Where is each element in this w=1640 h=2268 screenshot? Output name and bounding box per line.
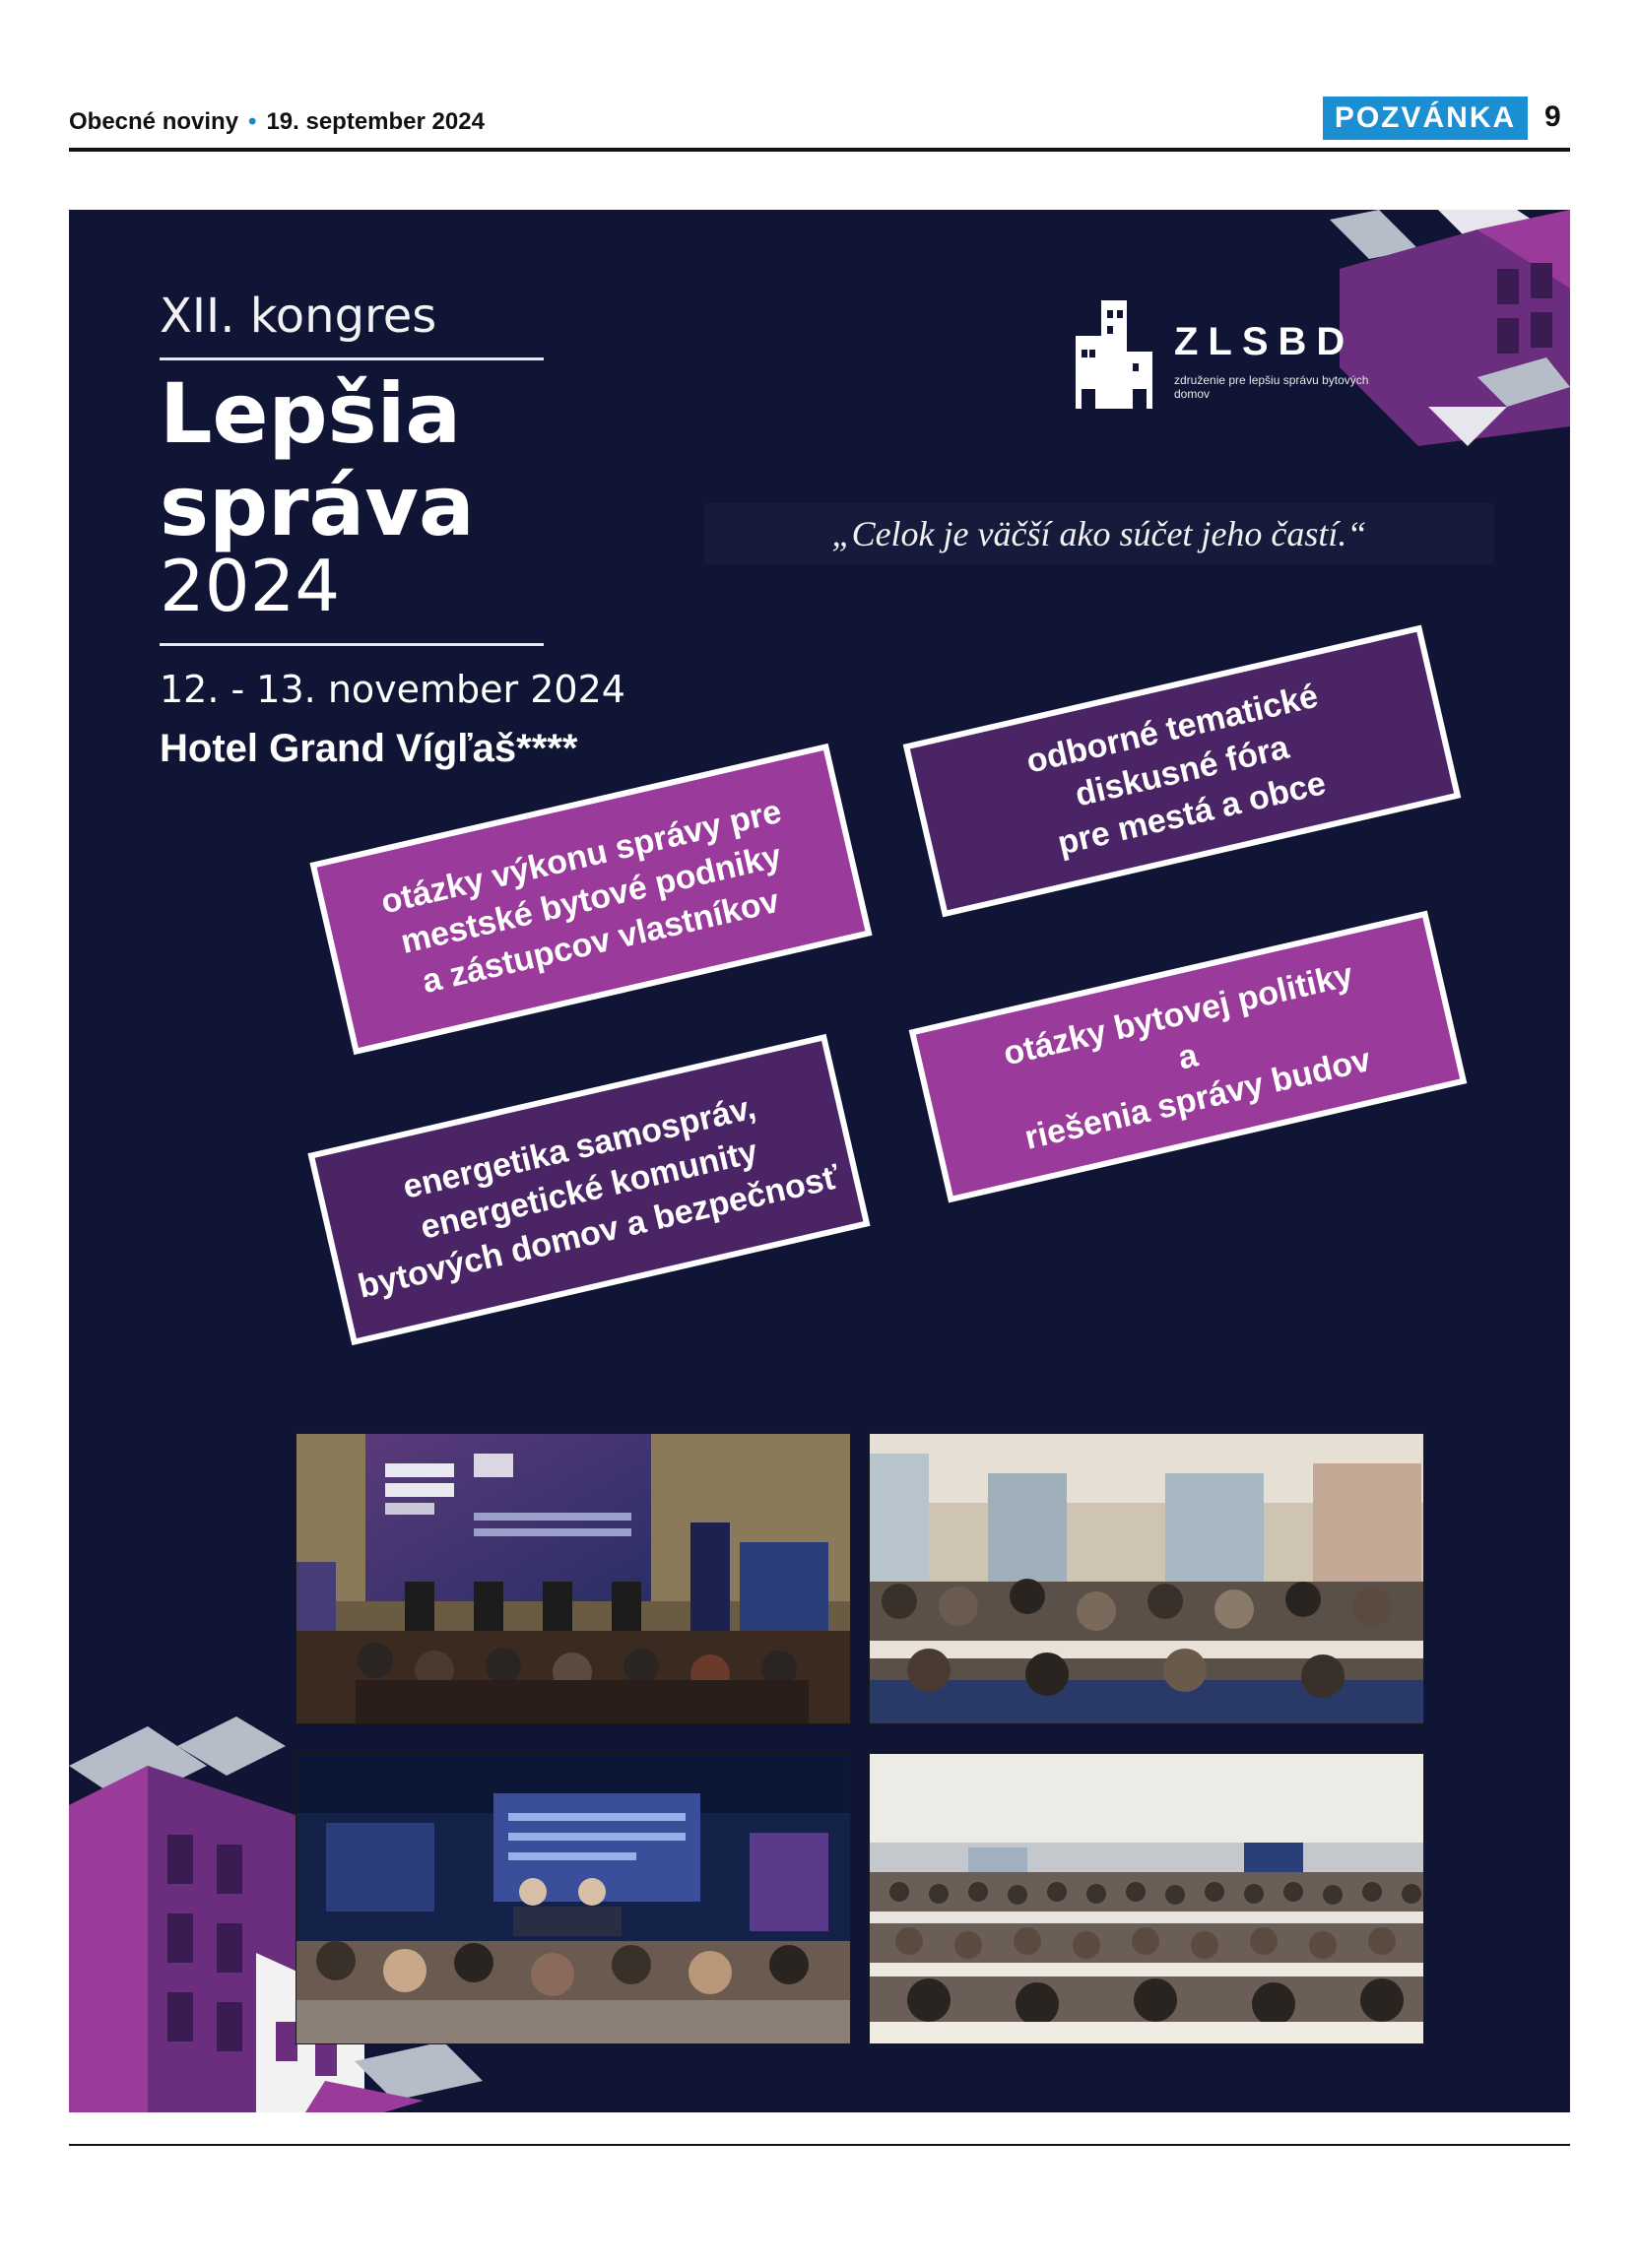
photo-panel-stage [295, 1433, 851, 1724]
footer-rule [69, 2144, 1570, 2146]
title-rule-bottom [160, 643, 544, 646]
zlsbd-logo [1076, 300, 1371, 409]
motto-quote: „Celok je väčší ako súčet jeho častí.“ [831, 514, 1367, 553]
congress-title [160, 367, 475, 552]
topic-card-management [309, 744, 872, 1055]
title-line-1: Lepšia [160, 365, 462, 462]
page-number: 9 [1544, 100, 1561, 133]
topic-card-energy [307, 1034, 870, 1345]
section-badge: POZVÁNKA [1323, 97, 1528, 140]
topic-text: odborné tematické diskusné fóra pre mestá a obce [1022, 677, 1330, 863]
congress-edition: XII. kongres [160, 289, 437, 344]
congress-dates: 12. - 13. november 2024 [160, 668, 625, 711]
title-line-2: správa [160, 458, 475, 554]
building-logo-icon [1076, 300, 1154, 409]
publication-name: Obecné noviny [69, 108, 239, 135]
photo-audience-hall [869, 1433, 1424, 1724]
topic-card-housing-policy [909, 911, 1468, 1203]
photo-panel-blue-stage [295, 1753, 851, 2044]
issue-date: 19. september 2024 [266, 108, 485, 135]
congress-poster [69, 210, 1570, 2112]
congress-year: 2024 [160, 545, 341, 627]
logo-name: ZLSBD [1174, 320, 1355, 363]
header-rule [69, 148, 1570, 152]
topic-text: energetika samospráv, energetické komunity bytových domov a bezpečnosť [355, 1088, 843, 1306]
separator-dot: • [248, 108, 257, 135]
title-rule-top [160, 357, 544, 360]
running-header [69, 108, 485, 136]
topic-card-forums [903, 625, 1462, 918]
logo-subtitle: združenie pre lepšiu správu bytových domov [1174, 373, 1369, 401]
topic-text: otázky výkonu správy pre mestské bytové podniky a zástupcov vlastníkov [377, 792, 785, 1002]
photo-full-hall [869, 1753, 1424, 2044]
topic-text: otázky bytovej politiky a riešenia správy budov [1000, 955, 1375, 1157]
quote-banner [704, 503, 1494, 564]
congress-venue: Hotel Grand Vígľaš**** [160, 727, 578, 770]
